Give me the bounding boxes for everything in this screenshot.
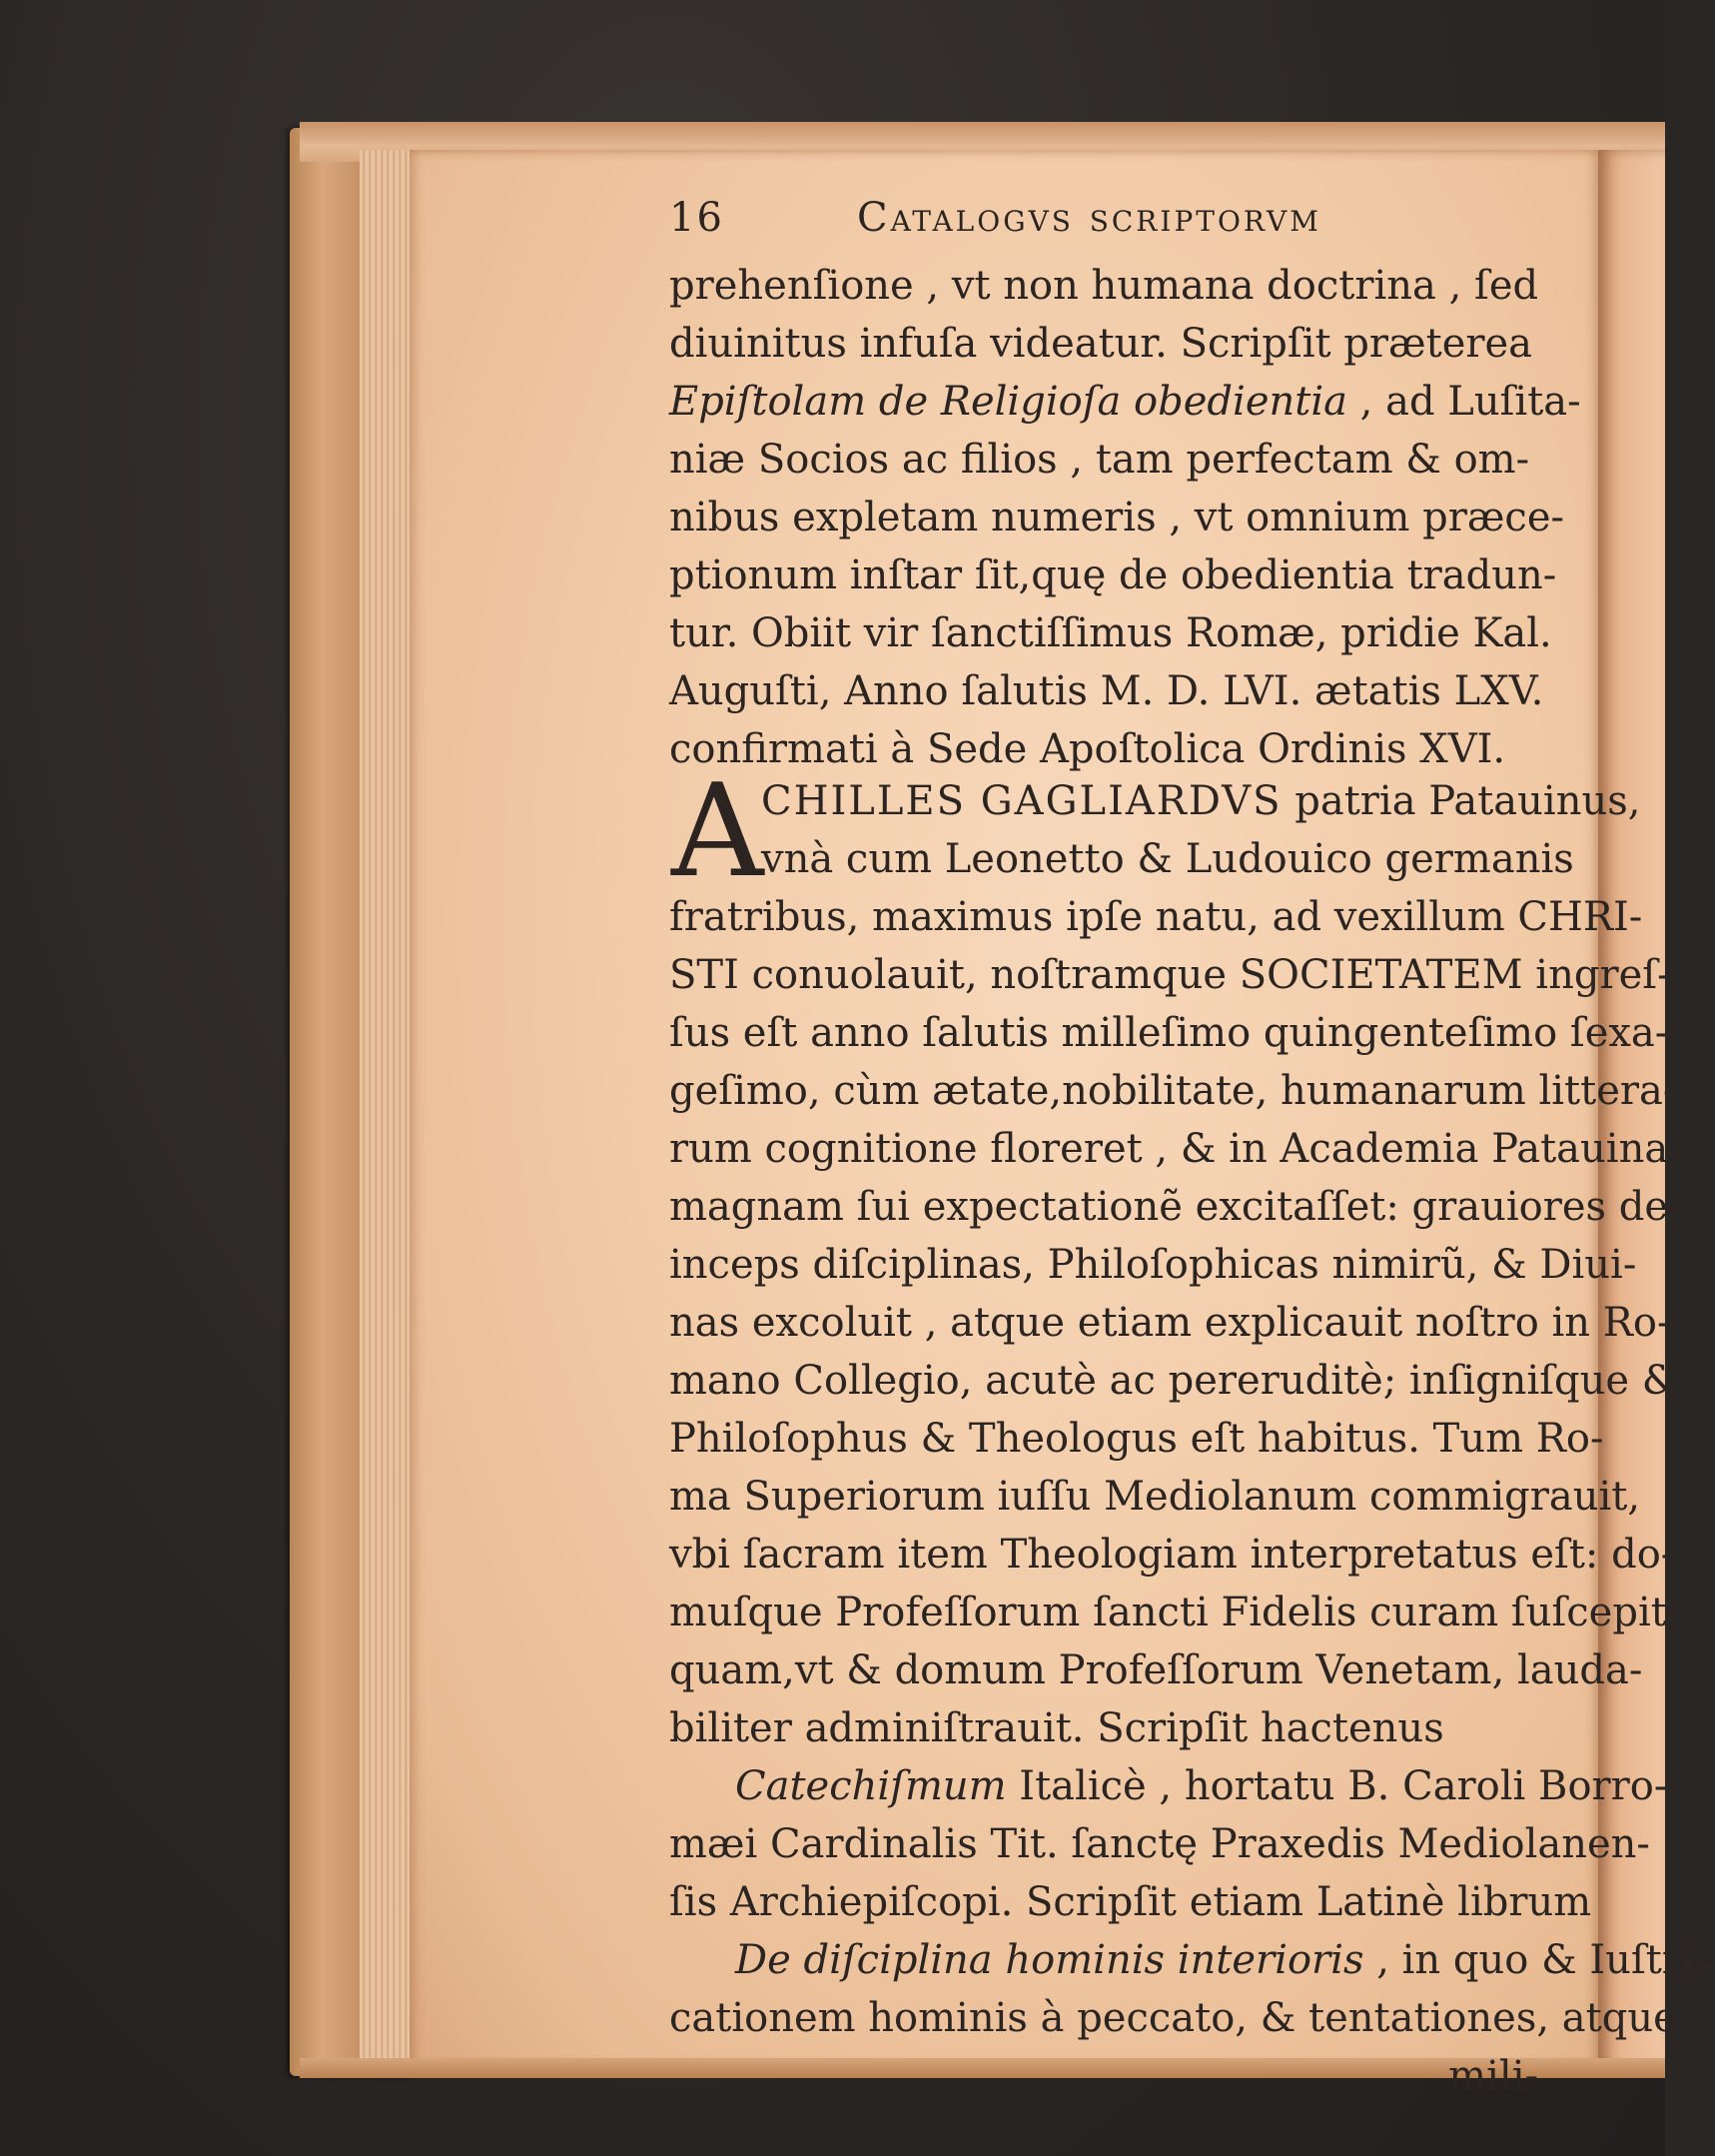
text-line: vnà cum Leonetto & Ludouico germanis bbox=[761, 836, 1574, 882]
text-line bbox=[669, 373, 1581, 431]
text-line: diuinitus infuſa videatur. Scripſit præterea bbox=[669, 321, 1533, 367]
text-line: ſus eſt anno ſalutis milleſimo quingenteſimo ſexa- bbox=[669, 1010, 1669, 1056]
text-line: prehenſione , vt non humana doctrina , ſed bbox=[669, 263, 1539, 309]
text-line: cationem hominis à peccato, & tentationes, atque bbox=[669, 1995, 1677, 2041]
text-line: mæi Cardinalis Tit. ſanctę Praxedis Mediolanen- bbox=[669, 1821, 1650, 1867]
catchword: mili- bbox=[1448, 2053, 1538, 2099]
text-line: Auguſti, Anno ſalutis M. D. LVI. ætatis LXV. bbox=[669, 668, 1544, 714]
text-line: confirmati à Sede Apoſtolica Ordinis XVI. bbox=[669, 726, 1506, 772]
text-line: ptionum inſtar ſit,quę de obedientia tradun- bbox=[669, 552, 1557, 598]
text-line: ma Superiorum iuſſu Mediolanum commigrauit, bbox=[669, 1474, 1641, 1520]
text-line: fratribus, maximus ipſe natu, ad vexillum CHRI- bbox=[669, 894, 1643, 940]
italic-title: Catechiſmum bbox=[735, 1763, 1007, 1809]
text-span: patria Patauinus, bbox=[1282, 778, 1641, 824]
text-line: nas excoluit , atque etiam explicauit noſtro in Ro- bbox=[669, 1300, 1671, 1346]
text-span: , in quo & Iuſtifi- bbox=[1363, 1937, 1715, 1983]
text-line: geſimo, cùm ætate,nobilitate, humanarum littera- bbox=[669, 1068, 1677, 1114]
text-line: vbi ſacram item Theologiam interpretatus eſt: do- bbox=[669, 1532, 1675, 1578]
text-line: rum cognitione floreret , & in Academia Patauina bbox=[669, 1126, 1669, 1172]
text-line bbox=[735, 1757, 1667, 1815]
text-line bbox=[735, 1931, 1715, 1989]
page-number: 16 bbox=[669, 195, 724, 241]
text-line: inceps diſciplinas, Philoſophicas nimirũ, & Diui- bbox=[669, 1242, 1637, 1288]
page-header bbox=[669, 195, 1538, 245]
italic-title: De diſciplina hominis interioris bbox=[735, 1937, 1364, 1983]
drop-cap: A bbox=[671, 757, 764, 906]
running-title: Catalogvs scriptorvm bbox=[857, 195, 1321, 241]
text-line: magnam ſui expectationẽ excitaſſet: grauiores de- bbox=[669, 1184, 1682, 1230]
text-line: ſis Archiepiſcopi. Scripſit etiam Latinè librum bbox=[669, 1879, 1592, 1925]
text-line: nibus expletam numeris , vt omnium præce- bbox=[669, 495, 1565, 540]
text-span: , ad Luſita- bbox=[1346, 379, 1581, 425]
text-line: Philoſophus & Theologus eſt habitus. Tum Ro- bbox=[669, 1416, 1604, 1462]
text-line: quam,vt & domum Profeſſorum Venetam, lauda- bbox=[669, 1647, 1643, 1693]
text-line: muſque Profeſſorum ſancti Fidelis curam ſuſcepit; bbox=[669, 1590, 1681, 1635]
italic-title: Epiſtolam de Religioſa obedientia bbox=[669, 379, 1347, 425]
text-line: STI conuolauit, noſtramque SOCIETATEM ingreſ- bbox=[669, 952, 1671, 998]
text-line bbox=[761, 772, 1640, 830]
text-line: tur. Obiit vir ſanctiſſimus Romæ, pridie Kal. bbox=[669, 610, 1552, 656]
author-name: CHILLES GAGLIARDVS bbox=[761, 778, 1283, 824]
text-span: Italicè , hortatu B. Caroli Borro- bbox=[1006, 1763, 1668, 1809]
text-line: niæ Socios ac filios , tam perfectam & om- bbox=[669, 437, 1530, 483]
text-line: mano Collegio, acutè ac pereruditè; inſigniſque & bbox=[669, 1358, 1678, 1404]
text-line: biliter adminiſtrauit. Scripſit hactenus bbox=[669, 1705, 1444, 1751]
